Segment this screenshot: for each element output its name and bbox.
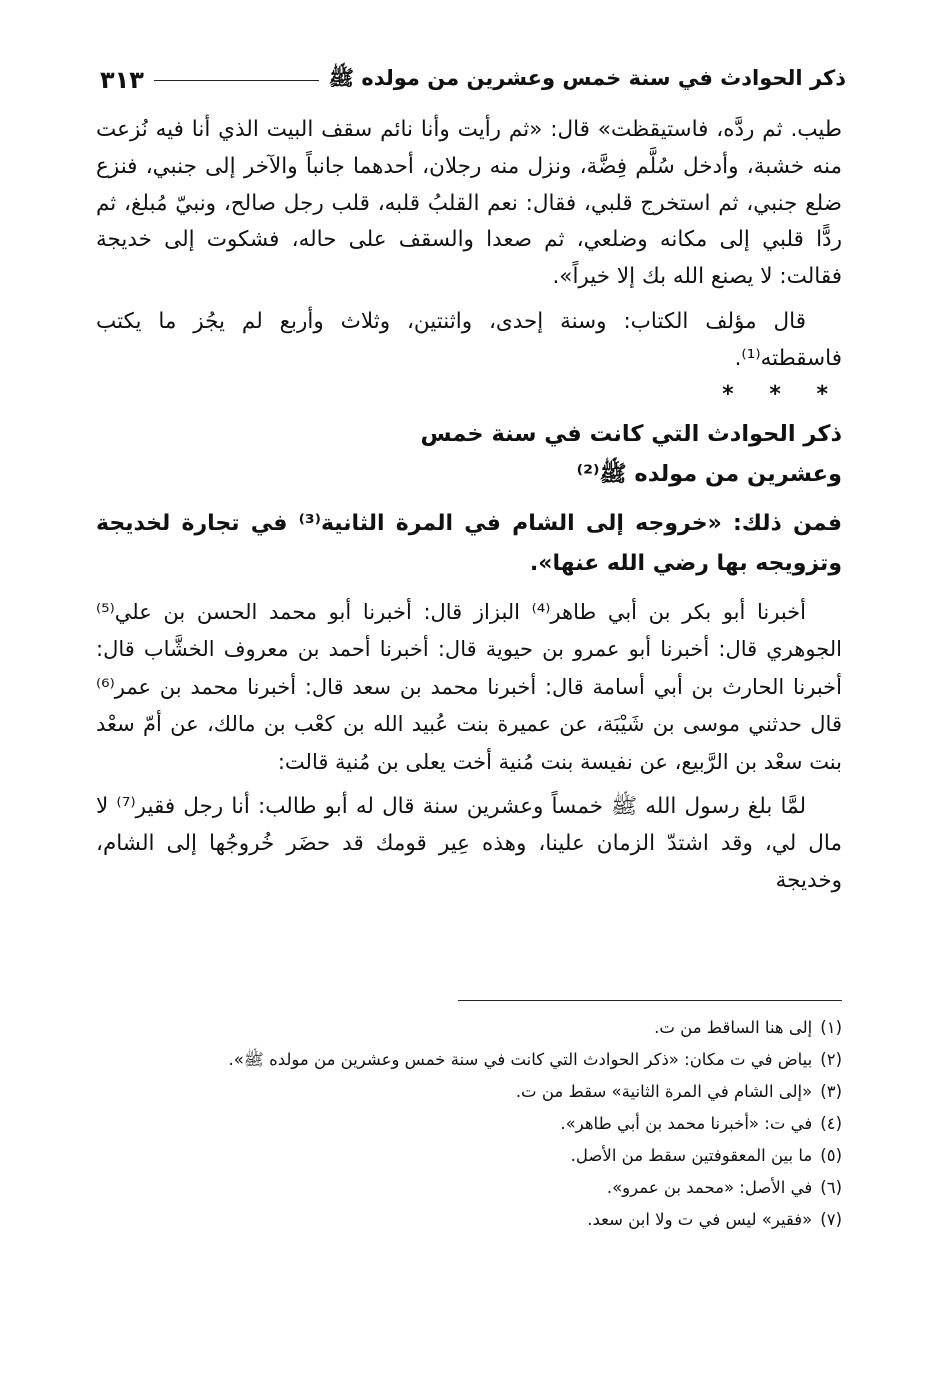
footnote: (٢)بياض في ت مكان: «ذكر الحوادث التي كانت في سنة خمس وعشرين من مولده ﷺ». [228, 1050, 842, 1069]
section-heading-line-2: وعشرين من مولده ﷺ⁽²⁾ [576, 460, 842, 487]
narration-paragraph: لمَّا بلغ رسول الله ﷺ خمساً وعشرين سنة قال له أبو طالب: أنا رجل فقير⁽⁷⁾ لا مال لي، وقد اشتدّ الزمان علينا، وهذه عِير قومك قد حضَر خُروجُها إلى الشام، وخديجة [96, 794, 842, 893]
page-number: ٣١٣ [100, 66, 144, 94]
event-summary-paragraph: فمن ذلك: «خروجه إلى الشام في المرة الثانية⁽³⁾ في تجارة لخديجة وتزويجه بها رضي الله عنها». [96, 510, 843, 576]
section-heading [96, 414, 842, 494]
footnote: (٣)«إلى الشام في المرة الثانية» سقط من ت. [515, 1082, 842, 1101]
footnote: (٤)في ت: «أخبرنا محمد بن أبي طاهر». [560, 1114, 842, 1133]
main-text [96, 112, 842, 899]
paragraph-continuation: طيب. ثم ردَّه، فاستيقظت» قال: «ثم رأيت وأنا نائم سقف البيت الذي أنا فيه نُزعت منه خشبة، وأدخل سُلَّم فِضَّة، ونزل منه رجلان، أحدهما جانباً والآخر إلى جنبي، فنزع ضلع جنبي، ثم استخرج قلبي، فقال: نعم القلبُ قلبه، قلب رجل صالح، ونبيّ مُبلغ، ثم ردًّا قلبي إلى مكانه وضلعي، ثم صعدا والسقف على حاله، فشكوت إلى خديجة فقالت: لا يصنع الله بك إلا خيراً». [96, 117, 842, 290]
section-heading-line-1: ذكر الحوادث التي كانت في سنة خمس [420, 420, 842, 447]
isnad-paragraph: أخبرنا أبو بكر بن أبي طاهر⁽⁴⁾ البزاز قال: أخبرنا أبو محمد الحسن بن علي⁽⁵⁾ الجوهري قال: أخبرنا أبو عمرو بن حيوية قال: أخبرنا أحمد بن معروف الخشَّاب قال: أخبرنا الحارث بن أبي أسامة قال: أخبرنا محمد بن سعد قال: أخبرنا محمد بن عمر⁽⁶⁾ قال حدثني موسى بن شَيْبَة، عن عميرة بنت عُبيد الله بن كعْب بن مالك، عن أمّ سعْد بنت سعْد بن الرَّبيع، عن نفيسة بنت مُنية أخت يعلى بن مُنية قالت: [96, 599, 842, 774]
footnote-separator [458, 1000, 842, 1001]
running-title: ذكر الحوادث في سنة خمس وعشرين من مولده ﷺ [328, 65, 846, 90]
author-note-paragraph: قال مؤلف الكتاب: وسنة إحدى، واثنتين، وثلاث وأربع لم يجُز ما يكتب فاسقطته⁽¹⁾. [96, 308, 842, 371]
footnote: (٧)«فقير» ليس في ت ولا ابن سعد. [587, 1210, 842, 1229]
section-divider-stars: * * * [722, 381, 842, 407]
footnote: (٥)ما بين المعقوفتين سقط من الأصل. [570, 1146, 842, 1165]
header-rule [154, 80, 319, 81]
footnote: (١)إلى هنا الساقط من ت. [654, 1018, 842, 1037]
running-header [100, 60, 846, 100]
footnote: (٦)في الأصل: «محمد بن عمرو». [606, 1178, 842, 1197]
footnotes [96, 1012, 842, 1236]
